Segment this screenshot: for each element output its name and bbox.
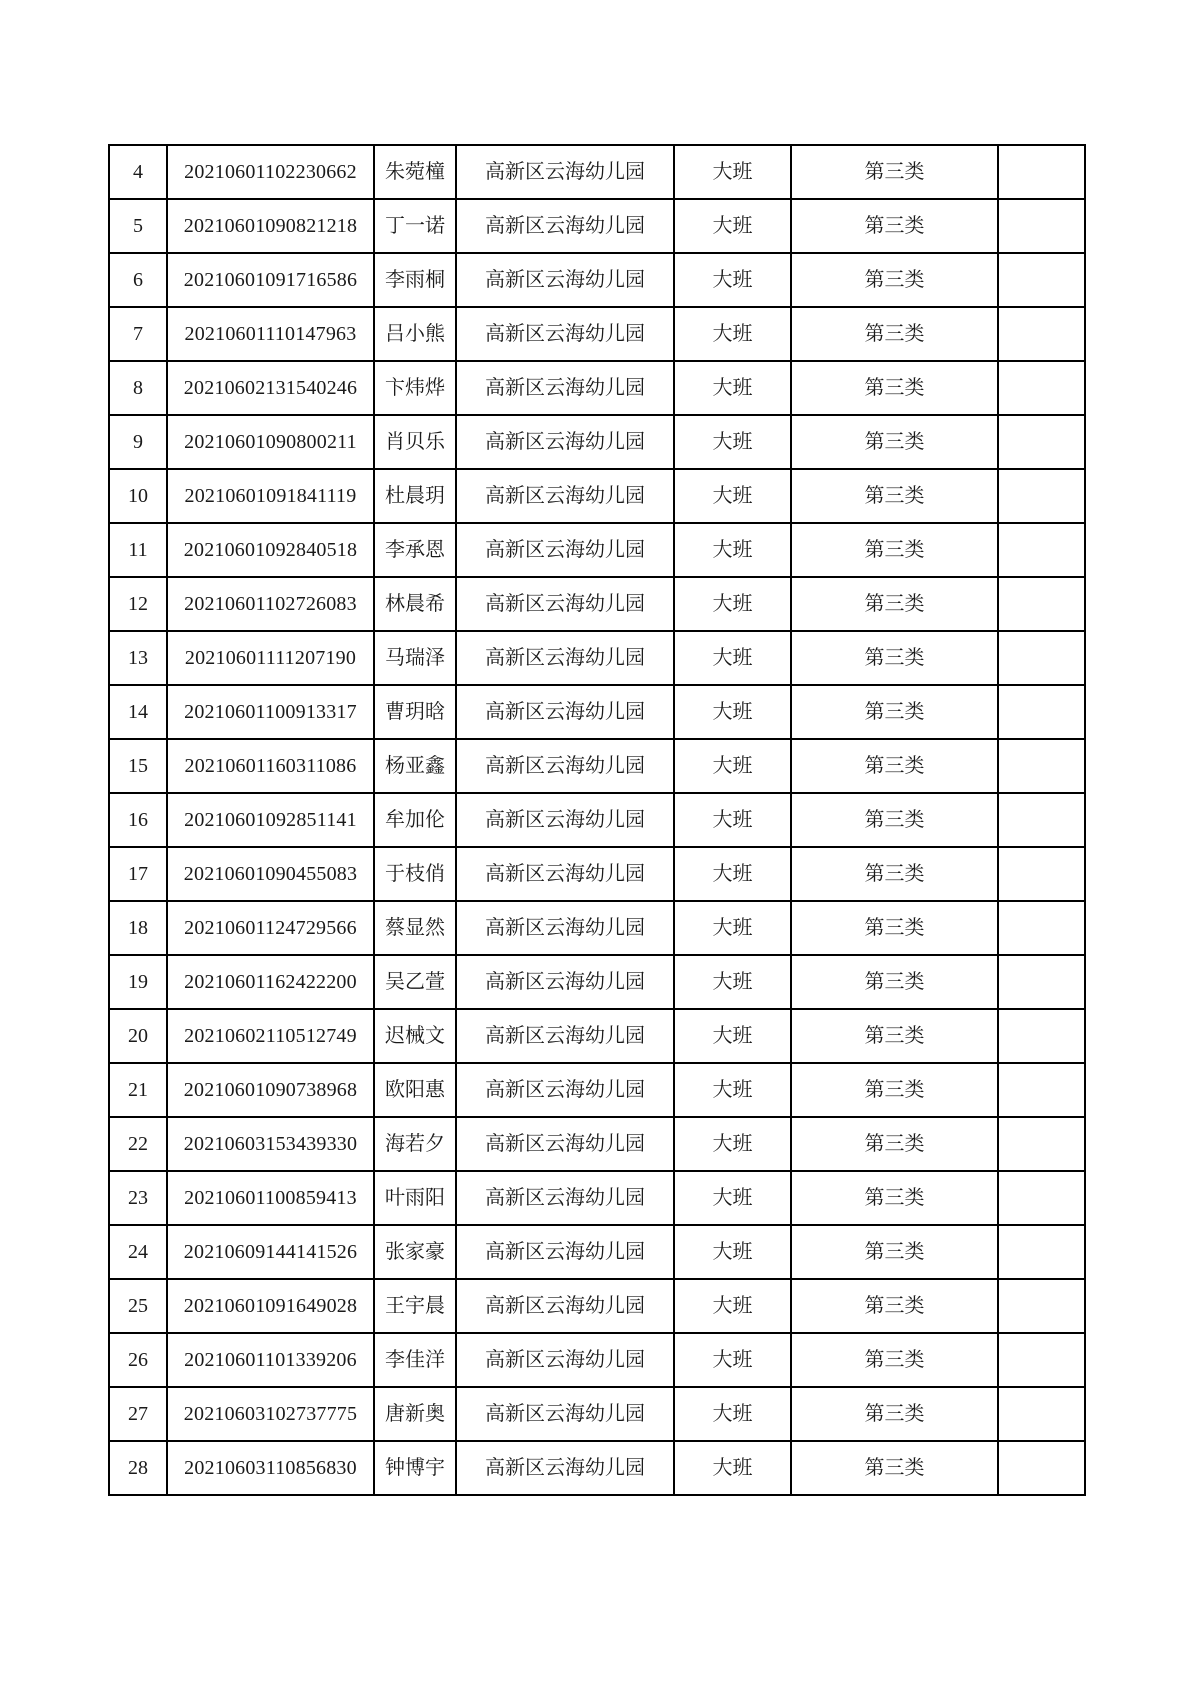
cell-student-id: 20210601111207190 [167,631,374,685]
cell-category: 第三类 [791,145,998,199]
table-row [109,1171,1085,1225]
cell-note [998,847,1085,901]
cell-category: 第三类 [791,361,998,415]
table-row [109,145,1085,199]
cell-student-id: 20210601092840518 [167,523,374,577]
cell-student-name: 杜晨玥 [374,469,456,523]
cell-note [998,793,1085,847]
table-row [109,469,1085,523]
cell-class: 大班 [674,469,791,523]
cell-seq-number: 24 [109,1225,167,1279]
cell-category: 第三类 [791,739,998,793]
cell-category: 第三类 [791,847,998,901]
cell-student-id: 20210602131540246 [167,361,374,415]
cell-seq-number: 23 [109,1171,167,1225]
cell-student-name: 李佳洋 [374,1333,456,1387]
cell-seq-number: 13 [109,631,167,685]
table-row [109,199,1085,253]
cell-kindergarten: 高新区云海幼儿园 [456,901,674,955]
cell-kindergarten: 高新区云海幼儿园 [456,793,674,847]
cell-seq-number: 19 [109,955,167,1009]
cell-class: 大班 [674,253,791,307]
cell-kindergarten: 高新区云海幼儿园 [456,469,674,523]
cell-kindergarten: 高新区云海幼儿园 [456,1387,674,1441]
cell-seq-number: 5 [109,199,167,253]
table-row [109,577,1085,631]
cell-class: 大班 [674,1441,791,1495]
cell-student-id: 20210601090738968 [167,1063,374,1117]
roster-table-body [109,145,1085,1495]
cell-category: 第三类 [791,253,998,307]
cell-seq-number: 18 [109,901,167,955]
cell-student-name: 马瑞泽 [374,631,456,685]
cell-kindergarten: 高新区云海幼儿园 [456,523,674,577]
cell-seq-number: 4 [109,145,167,199]
cell-kindergarten: 高新区云海幼儿园 [456,1063,674,1117]
cell-class: 大班 [674,577,791,631]
cell-student-id: 20210601101339206 [167,1333,374,1387]
cell-class: 大班 [674,1279,791,1333]
cell-kindergarten: 高新区云海幼儿园 [456,1333,674,1387]
cell-note [998,1171,1085,1225]
cell-seq-number: 12 [109,577,167,631]
cell-note [998,631,1085,685]
cell-note [998,199,1085,253]
table-row [109,1225,1085,1279]
cell-note [998,523,1085,577]
cell-note [998,145,1085,199]
table-row [109,361,1085,415]
cell-category: 第三类 [791,199,998,253]
cell-student-name: 于枝俏 [374,847,456,901]
cell-class: 大班 [674,199,791,253]
table-row [109,1279,1085,1333]
cell-category: 第三类 [791,1171,998,1225]
cell-student-name: 卞炜烨 [374,361,456,415]
cell-kindergarten: 高新区云海幼儿园 [456,1225,674,1279]
cell-category: 第三类 [791,685,998,739]
cell-seq-number: 9 [109,415,167,469]
cell-student-id: 20210601092851141 [167,793,374,847]
cell-student-name: 李雨桐 [374,253,456,307]
cell-student-id: 20210601090800211 [167,415,374,469]
cell-seq-number: 20 [109,1009,167,1063]
cell-student-name: 林晨希 [374,577,456,631]
cell-class: 大班 [674,955,791,1009]
cell-student-id: 20210601102230662 [167,145,374,199]
table-row [109,685,1085,739]
cell-class: 大班 [674,415,791,469]
cell-seq-number: 16 [109,793,167,847]
cell-note [998,1063,1085,1117]
cell-student-name: 肖贝乐 [374,415,456,469]
table-row [109,1009,1085,1063]
cell-seq-number: 6 [109,253,167,307]
cell-category: 第三类 [791,1441,998,1495]
table-row [109,847,1085,901]
cell-note [998,1441,1085,1495]
table-row [109,523,1085,577]
cell-category: 第三类 [791,1009,998,1063]
cell-seq-number: 10 [109,469,167,523]
cell-student-name: 吴乙萱 [374,955,456,1009]
cell-student-name: 钟博宇 [374,1441,456,1495]
table-row [109,1441,1085,1495]
cell-category: 第三类 [791,1063,998,1117]
cell-category: 第三类 [791,955,998,1009]
cell-note [998,577,1085,631]
cell-kindergarten: 高新区云海幼儿园 [456,307,674,361]
cell-category: 第三类 [791,415,998,469]
cell-category: 第三类 [791,577,998,631]
cell-note [998,361,1085,415]
table-row [109,1387,1085,1441]
cell-category: 第三类 [791,1117,998,1171]
cell-seq-number: 26 [109,1333,167,1387]
cell-student-id: 20210609144141526 [167,1225,374,1279]
cell-category: 第三类 [791,631,998,685]
cell-student-name: 李承恩 [374,523,456,577]
cell-seq-number: 21 [109,1063,167,1117]
cell-category: 第三类 [791,1225,998,1279]
cell-seq-number: 27 [109,1387,167,1441]
cell-category: 第三类 [791,793,998,847]
cell-class: 大班 [674,1063,791,1117]
cell-note [998,415,1085,469]
cell-student-name: 张家豪 [374,1225,456,1279]
table-row [109,253,1085,307]
cell-student-name: 王宇晨 [374,1279,456,1333]
cell-student-name: 蔡显然 [374,901,456,955]
cell-kindergarten: 高新区云海幼儿园 [456,1279,674,1333]
cell-student-id: 20210603102737775 [167,1387,374,1441]
cell-student-name: 唐新奥 [374,1387,456,1441]
cell-student-id: 20210602110512749 [167,1009,374,1063]
cell-student-id: 20210601091841119 [167,469,374,523]
cell-kindergarten: 高新区云海幼儿园 [456,145,674,199]
cell-student-id: 20210601091649028 [167,1279,374,1333]
cell-kindergarten: 高新区云海幼儿园 [456,199,674,253]
cell-student-id: 20210601090821218 [167,199,374,253]
cell-student-id: 20210601100859413 [167,1171,374,1225]
cell-seq-number: 28 [109,1441,167,1495]
cell-class: 大班 [674,523,791,577]
cell-kindergarten: 高新区云海幼儿园 [456,847,674,901]
cell-note [998,1225,1085,1279]
cell-kindergarten: 高新区云海幼儿园 [456,631,674,685]
table-row [109,307,1085,361]
cell-class: 大班 [674,901,791,955]
cell-class: 大班 [674,307,791,361]
cell-note [998,1333,1085,1387]
cell-student-id: 20210601090455083 [167,847,374,901]
cell-class: 大班 [674,145,791,199]
cell-seq-number: 22 [109,1117,167,1171]
cell-student-name: 吕小熊 [374,307,456,361]
cell-class: 大班 [674,739,791,793]
cell-student-name: 牟加伦 [374,793,456,847]
cell-note [998,307,1085,361]
cell-seq-number: 11 [109,523,167,577]
cell-student-id: 20210603153439330 [167,1117,374,1171]
cell-kindergarten: 高新区云海幼儿园 [456,685,674,739]
cell-kindergarten: 高新区云海幼儿园 [456,1009,674,1063]
cell-kindergarten: 高新区云海幼儿园 [456,1441,674,1495]
cell-student-name: 曹玥晗 [374,685,456,739]
cell-student-id: 20210601110147963 [167,307,374,361]
cell-kindergarten: 高新区云海幼儿园 [456,253,674,307]
cell-note [998,955,1085,1009]
cell-class: 大班 [674,1225,791,1279]
cell-kindergarten: 高新区云海幼儿园 [456,361,674,415]
cell-kindergarten: 高新区云海幼儿园 [456,577,674,631]
cell-student-name: 朱菀橦 [374,145,456,199]
cell-note [998,1009,1085,1063]
cell-seq-number: 8 [109,361,167,415]
cell-note [998,253,1085,307]
cell-kindergarten: 高新区云海幼儿园 [456,1171,674,1225]
cell-kindergarten: 高新区云海幼儿园 [456,1117,674,1171]
cell-class: 大班 [674,685,791,739]
cell-class: 大班 [674,847,791,901]
cell-note [998,685,1085,739]
cell-student-id: 20210603110856830 [167,1441,374,1495]
cell-note [998,469,1085,523]
table-row [109,901,1085,955]
table-row [109,739,1085,793]
cell-class: 大班 [674,1009,791,1063]
cell-category: 第三类 [791,1279,998,1333]
cell-note [998,739,1085,793]
cell-note [998,1387,1085,1441]
cell-note [998,901,1085,955]
cell-category: 第三类 [791,1333,998,1387]
cell-student-id: 20210601102726083 [167,577,374,631]
table-row [109,793,1085,847]
cell-seq-number: 15 [109,739,167,793]
cell-seq-number: 14 [109,685,167,739]
cell-class: 大班 [674,1171,791,1225]
cell-category: 第三类 [791,307,998,361]
cell-class: 大班 [674,631,791,685]
cell-kindergarten: 高新区云海幼儿园 [456,955,674,1009]
cell-kindergarten: 高新区云海幼儿园 [456,739,674,793]
cell-class: 大班 [674,793,791,847]
cell-student-name: 丁一诺 [374,199,456,253]
cell-class: 大班 [674,361,791,415]
table-row [109,955,1085,1009]
cell-class: 大班 [674,1117,791,1171]
cell-student-id: 20210601160311086 [167,739,374,793]
cell-category: 第三类 [791,469,998,523]
table-row [109,1333,1085,1387]
cell-student-name: 杨亚鑫 [374,739,456,793]
cell-class: 大班 [674,1333,791,1387]
cell-student-name: 叶雨阳 [374,1171,456,1225]
cell-student-name: 迟械文 [374,1009,456,1063]
cell-student-id: 20210601091716586 [167,253,374,307]
cell-student-name: 海若夕 [374,1117,456,1171]
cell-note [998,1279,1085,1333]
cell-category: 第三类 [791,1387,998,1441]
table-row [109,1063,1085,1117]
table-row [109,415,1085,469]
cell-seq-number: 7 [109,307,167,361]
cell-student-id: 20210601162422200 [167,955,374,1009]
cell-seq-number: 25 [109,1279,167,1333]
cell-seq-number: 17 [109,847,167,901]
cell-category: 第三类 [791,523,998,577]
cell-kindergarten: 高新区云海幼儿园 [456,415,674,469]
cell-category: 第三类 [791,901,998,955]
table-row [109,631,1085,685]
cell-note [998,1117,1085,1171]
cell-student-name: 欧阳惠 [374,1063,456,1117]
table-row [109,1117,1085,1171]
cell-student-id: 20210601100913317 [167,685,374,739]
cell-class: 大班 [674,1387,791,1441]
roster-table [108,144,1086,1496]
cell-student-id: 20210601124729566 [167,901,374,955]
